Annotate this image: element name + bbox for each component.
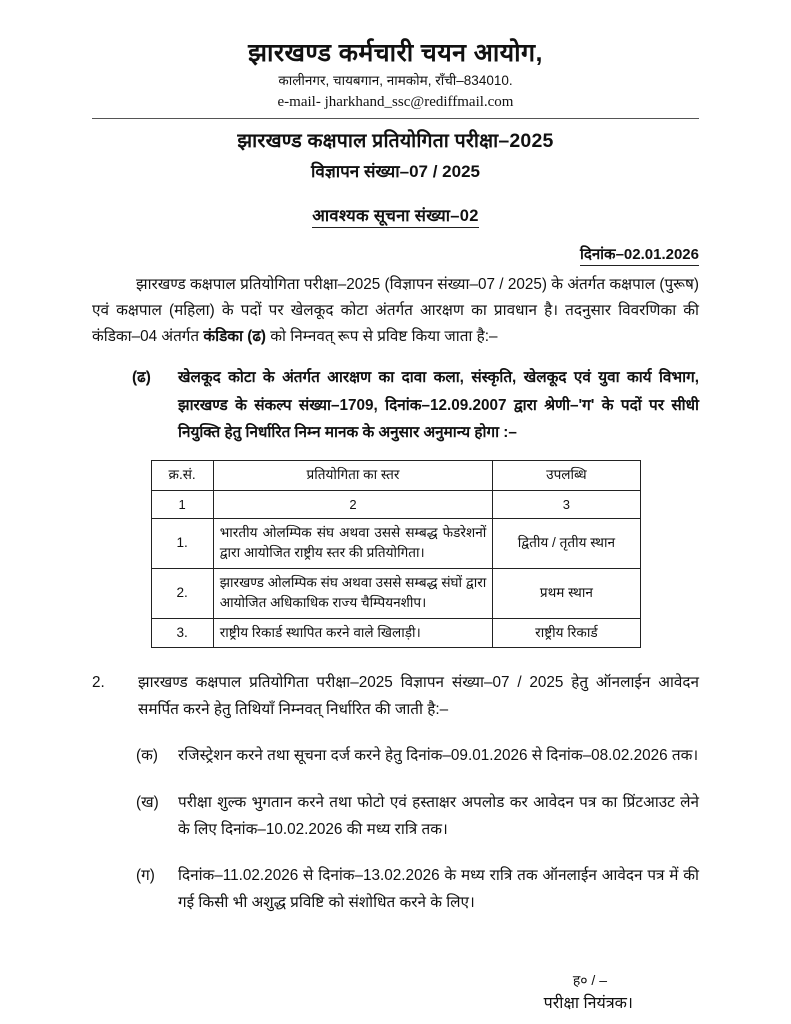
letterhead-divider: [92, 118, 699, 119]
organization-name: झारखण्ड कर्मचारी चयन आयोग,: [248, 39, 543, 67]
row-achievement: राष्ट्रीय रिकार्ड: [493, 618, 640, 647]
clause-dha-text: खेलकूद कोटा के अंतर्गत आरक्षण का दावा कला, संस्कृति, खेलकूद एवं युवा कार्य विभाग, झारखण्ड के संकल्प संख्या–1709, दिनांक–12.09.2007 द्वारा श्रेणी–'ग' के पदों पर सीधी नियुक्ति हेतु निर्धारित निम्न मानक के अनुसार अनुमान्य होगा :–: [178, 369, 699, 441]
letterhead: [92, 38, 699, 113]
table-head: [151, 461, 640, 519]
item-2-number: 2.: [92, 673, 105, 691]
intro-text-before-bold: झारखण्ड कक्षपाल प्रतियोगिता परीक्षा–2025 (विज्ञापन संख्या–07 / 2025) के अंतर्गत कक्षपाल (पुरूष) एवं कक्षपाल (महिला) के पदों पर खेलकूद कोटा अंतर्गत आरक्षण का प्रावधान है। तदनुसार विवरणिका की कंडिका–04 अंतर्गत: [92, 275, 699, 346]
header-competition-level: प्रतियोगिता का स्तर: [213, 461, 493, 490]
row-achievement: द्वितीय / तृतीय स्थान: [493, 519, 640, 569]
item-2-text: झारखण्ड कक्षपाल प्रतियोगिता परीक्षा–2025 विज्ञापन संख्या–07 / 2025 हेतु ऑनलाईन आवेदन समर्पित करने हेतु तिथियाँ निम्नवत् निर्धारित की जाती है:–: [138, 673, 699, 718]
sub-item-ga-marker: (ग): [136, 867, 155, 885]
sub-item-kha-marker: (ख): [136, 793, 159, 811]
row-competition-level: राष्ट्रीय रिकार्ड स्थापित करने वाले खिलाड़ी।: [213, 618, 493, 647]
header-achievement: उपलब्धि: [493, 461, 640, 490]
clause-dha: [132, 364, 699, 446]
sub-item-ka-text: रजिस्ट्रेशन करने तथा सूचना दर्ज करने हेतु दिनांक–09.01.2026 से दिनांक–08.02.2026 तक।: [178, 747, 699, 765]
intro-paragraph: [92, 272, 699, 351]
sub-item-kha: [136, 789, 699, 843]
table-body: [151, 519, 640, 648]
row-achievement: प्रथम स्थान: [493, 568, 640, 618]
date-wrapper: [92, 244, 699, 266]
table-column-number-row: [151, 490, 640, 519]
table-row: [151, 568, 640, 618]
signature-mark: ह० / –: [572, 971, 607, 988]
sub-item-ga-text: दिनांक–11.02.2026 से दिनांक–13.02.2026 के मध्य रात्रि तक ऑनलाईन आवेदन पत्र में की गई किसी भी अशुद्ध प्रविष्टि को संशोधित करने के लिए।: [178, 867, 699, 912]
organization-email: e-mail- jharkhand_ssc@rediffmail.com: [277, 93, 514, 110]
organization-address: कालीनगर, चायबगान, नामकोम, राँची–834010.: [278, 73, 513, 89]
norms-table-wrapper: [92, 460, 699, 648]
column-number-2: 2: [213, 490, 493, 519]
header-serial-number: क्र.सं.: [151, 461, 213, 490]
sub-item-kha-text: परीक्षा शुल्क भुगतान करने तथा फोटो एवं हस्ताक्षर अपलोड कर आवेदन पत्र का प्रिंटआउट लेने के लिए दिनांक–10.02.2026 की मध्य रात्रि तक।: [178, 793, 699, 838]
row-serial-number: 1.: [151, 519, 213, 569]
clause-dha-marker: (ढ): [132, 369, 151, 387]
row-serial-number: 3.: [151, 618, 213, 647]
column-number-1: 1: [151, 490, 213, 519]
item-2: [92, 670, 699, 724]
sub-item-ka-marker: (क): [136, 747, 158, 765]
sub-item-ka: [136, 742, 699, 769]
notice-number-wrapper: [92, 203, 699, 228]
table-header-row: [151, 461, 640, 490]
signature-designation: परीक्षा नियंत्रक।: [543, 994, 633, 1012]
intro-bold-clause-ref: कंडिका (ढ): [203, 328, 267, 346]
row-competition-level: झारखण्ड ओलम्पिक संघ अथवा उससे सम्बद्ध संघों द्वारा आयोजित अधिकाधिक राज्य चैम्पियनशीप।: [213, 568, 493, 618]
intro-text-after-bold: को निम्नवत् रूप से प्रविष्ट किया जाता है:–: [266, 328, 498, 346]
signature-block: [92, 969, 633, 1017]
row-competition-level: भारतीय ओलम्पिक संघ अथवा उससे सम्बद्ध फेडरेशनों द्वारा आयोजित राष्ट्रीय स्तर की प्रतियोगिता।: [213, 519, 493, 569]
column-number-3: 3: [493, 490, 640, 519]
sports-quota-norms-table: [151, 460, 641, 648]
exam-title: झारखण्ड कक्षपाल प्रतियोगिता परीक्षा–2025: [237, 129, 554, 152]
issue-date: दिनांक–02.01.2026: [580, 244, 699, 266]
sub-item-ga: [136, 862, 699, 916]
advertisement-number: विज्ञापन संख्या–07 / 2025: [310, 162, 481, 182]
notice-number: आवश्यक सूचना संख्या–02: [312, 203, 479, 228]
row-serial-number: 2.: [151, 568, 213, 618]
table-row: [151, 519, 640, 569]
table-row: [151, 618, 640, 647]
